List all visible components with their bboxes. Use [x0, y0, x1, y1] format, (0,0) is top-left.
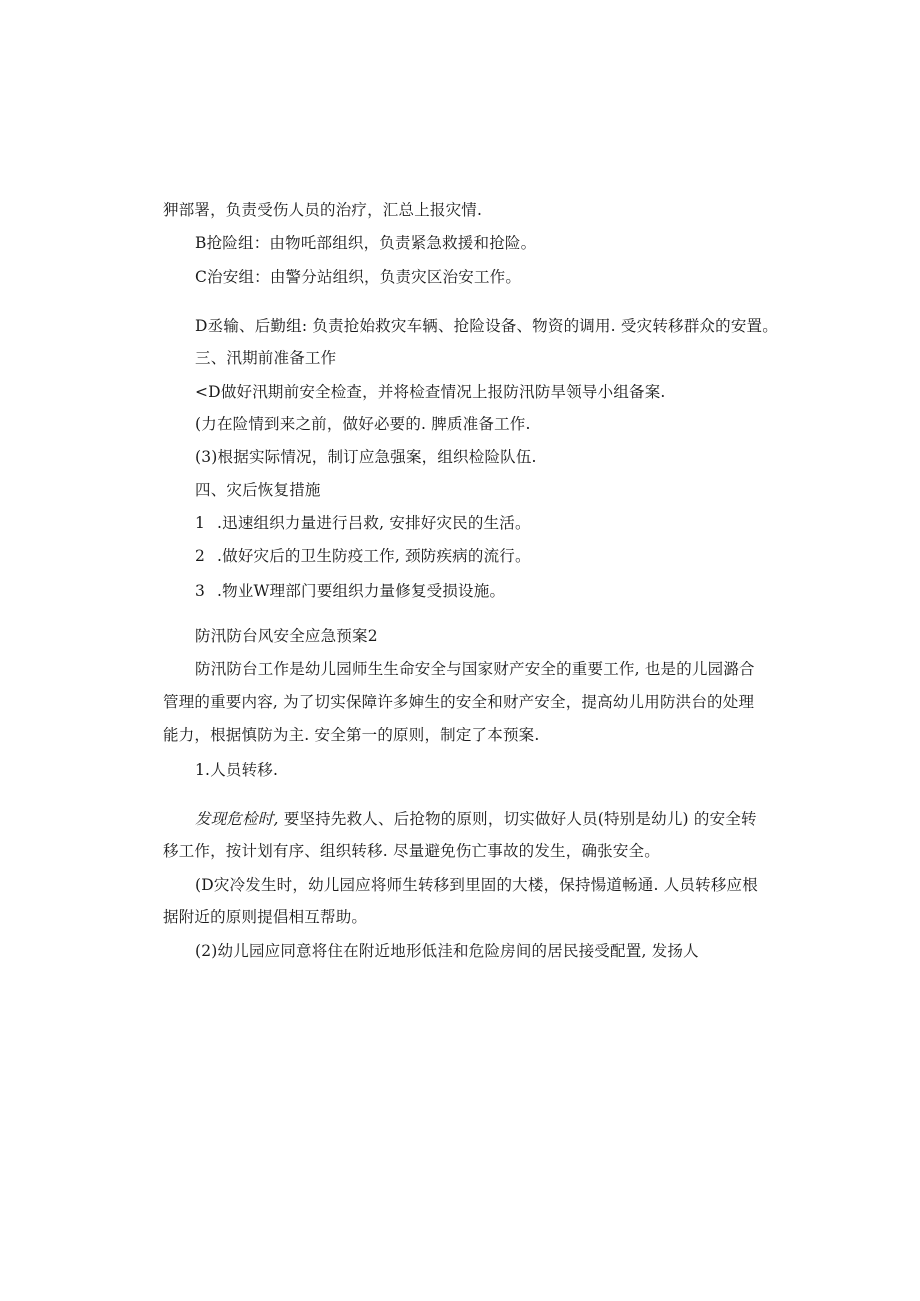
item-text: .迅速组织力量进行吕救, 安排好灾民的生活。: [217, 514, 531, 532]
prep-item-1: <D做好汛期前安全检查，并将检查情况上报防汛防旱领导小组备案.: [195, 383, 666, 401]
transfer-para-line-2: 移工作，按计划有序、组织转移. 尽量避免伤亡事故的发生，确张安全。: [163, 842, 660, 860]
item-text: .物业W理部门要组织力量修复受损设施。: [217, 582, 506, 600]
text-line-continuation: 狎部署，负责受伤人员的治疗，汇总上报灾情.: [163, 201, 483, 219]
para-text: 要坚持先救人、后抢物的原则，切实做好人员(特别是幼儿) 的安全转: [278, 810, 757, 828]
security-group-line: C治安组：由警分站组织，负责灾区治安工作。: [195, 268, 522, 286]
rescue-group-line: B抢险组：由物吒部组织，负责紧急救援和抢险。: [195, 234, 537, 252]
intro-line-2: 管理的重要内容, 为了切实保障许多婶生的安全和财产安全，提高幼儿用防洪台的处理: [163, 693, 755, 711]
item-number: 3: [195, 582, 206, 600]
recovery-item-2: [195, 546, 531, 566]
intro-line-1: 防汛防台工作是幼儿园师生生命安全与国家财产安全的重要工作, 也是的儿园潞合: [195, 660, 755, 678]
recovery-item-1: [195, 513, 531, 533]
item-number: 1: [195, 514, 206, 532]
item-personnel-transfer: 1.人员转移.: [195, 761, 279, 779]
recovery-item-3: [195, 581, 505, 601]
italic-phrase: 发现危检时,: [195, 810, 279, 828]
sub-item-2-line-1: (2)幼儿园应同意将住在附近地形低洼和危险房间的居民接受配置, 发扬人: [195, 942, 699, 960]
prep-item-2: (力在险情到来之前，做好必要的. 脾质准备工作.: [195, 415, 531, 433]
intro-line-3: 能力，根据慎防为主. 安全第一的原则，制定了本预案.: [163, 726, 540, 744]
section-four-heading: 四、灾后恢复措施: [195, 481, 321, 499]
section-three-heading: 三、汛期前准备工作: [195, 349, 337, 367]
item-text: .做好灾后的卫生防疫工作, 颈防疾病的流行。: [217, 547, 531, 565]
transfer-para-line-1: [195, 809, 757, 829]
sub-item-1-line-1: (D灾冷发生时，幼儿园应将师生转移到里固的大楼，保持愓道畅通. 人员转移应根: [195, 876, 758, 894]
sub-item-1-line-2: 据附近的原则提倡相互帮助。: [163, 908, 368, 926]
section2-title: 防汛防台风安全应急预案2: [195, 627, 378, 645]
logistics-group-line: D丞输、后勤组: 负责抢始救灾车辆、抢险设备、物资的调用. 受灾转移群众的安置。: [195, 317, 778, 335]
item-number: 2: [195, 547, 206, 565]
prep-item-3: (3)根据实际情况，制订应急强案，组织检险队伍.: [195, 448, 537, 466]
